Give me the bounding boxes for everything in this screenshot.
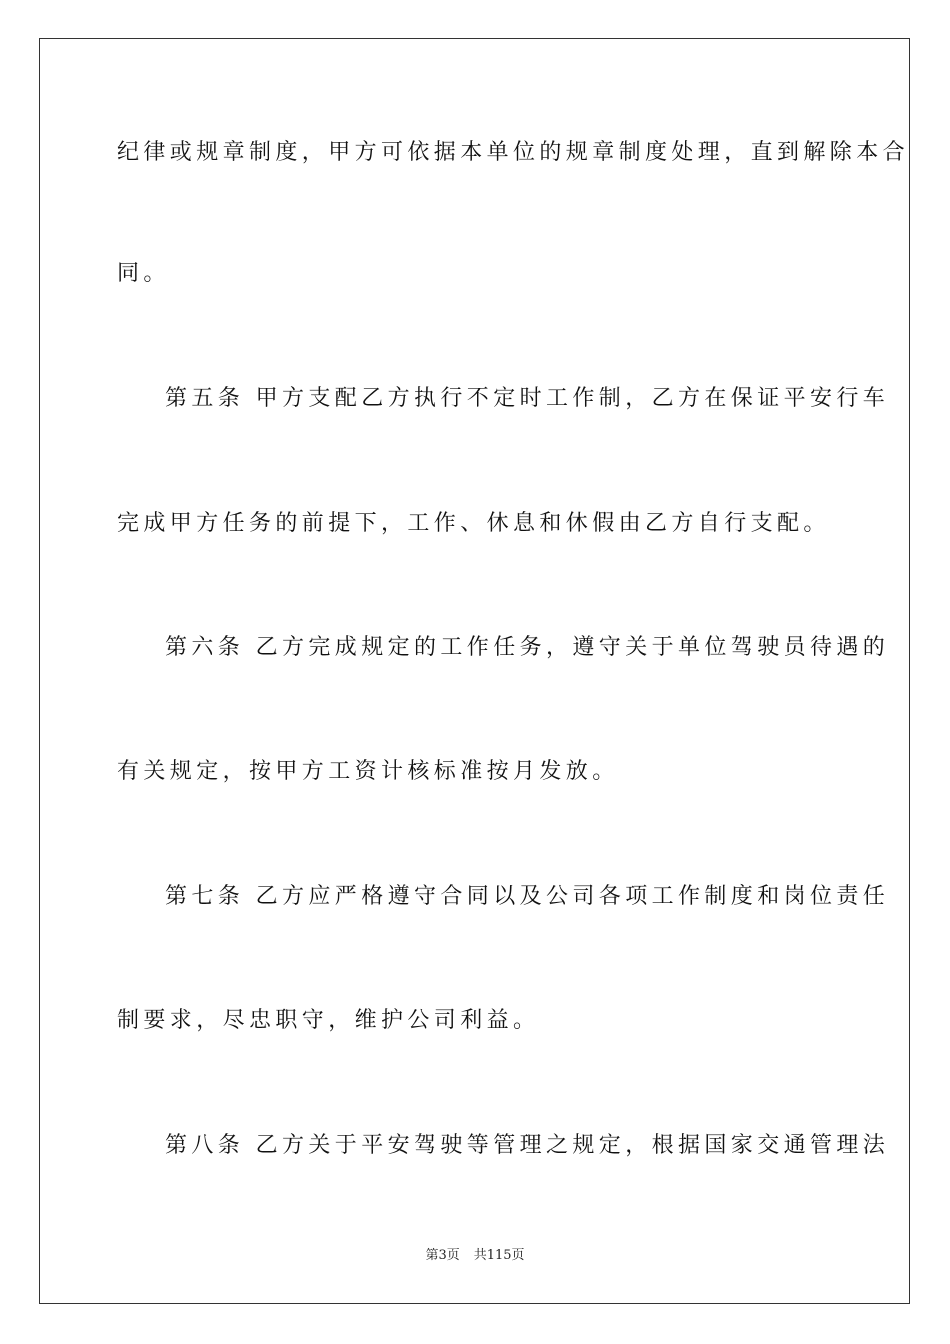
page-footer — [0, 1247, 950, 1265]
text-line: 同。 — [117, 261, 170, 286]
article-5-line-1: 第五条 甲方支配乙方执行不定时工作制，乙方在保证平安行车 — [165, 386, 890, 411]
article-5-line-2: 完成甲方任务的前提下，工作、休息和休假由乙方自行支配。 — [117, 511, 830, 536]
text-line: 纪律或规章制度，甲方可依据本单位的规章制度处理，直到解除本合 — [117, 140, 910, 165]
article-6-line-2: 有关规定，按甲方工资计核标准按月发放。 — [117, 759, 619, 784]
article-7-line-1: 第七条 乙方应严格遵守合同以及公司各项工作制度和岗位责任 — [165, 884, 890, 909]
page-total: 共115页 — [473, 1248, 525, 1263]
page-border — [39, 38, 910, 1304]
article-8-line-1: 第八条 乙方关于平安驾驶等管理之规定，根据国家交通管理法 — [165, 1133, 890, 1158]
page-number: 第3页 — [425, 1248, 460, 1263]
article-7-line-2: 制要求，尽忠职守，维护公司利益。 — [117, 1008, 540, 1033]
article-6-line-1: 第六条 乙方完成规定的工作任务，遵守关于单位驾驶员待遇的 — [165, 635, 890, 660]
